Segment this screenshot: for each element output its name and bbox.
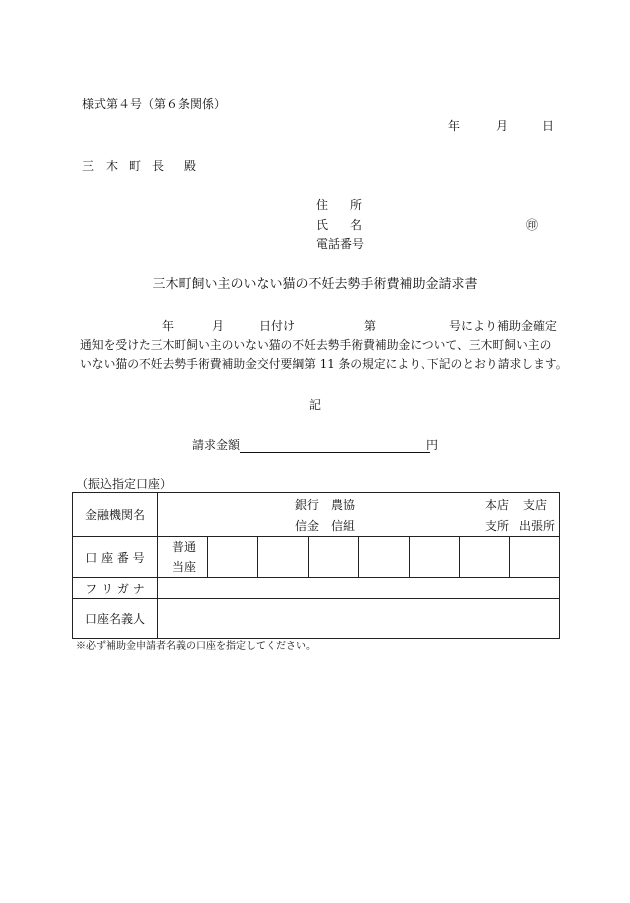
ki-heading: 記 [308,398,321,412]
branch-types-row2 [485,520,565,532]
furigana-field[interactable] [158,578,560,599]
body-dai: 第 [364,319,377,333]
institution-row [73,493,560,537]
addressee-char: 長 [152,159,165,173]
institution-label: 金融機関名 [73,493,158,537]
form-number: 様式第４号（第６条関係） [82,97,227,111]
account-holder-label: 口座名義人 [73,599,158,639]
addressee-char: 木 [106,159,119,173]
branch-types-row1 [485,499,565,511]
account-digit-box[interactable] [258,537,309,578]
branch-type: 支所 [485,519,510,533]
branch-type: 出張所 [519,519,556,533]
document-title: 三木町飼い主のいない猫の不妊去勢手術費補助金請求書 [152,277,478,292]
account-digit-box[interactable] [309,537,359,578]
branch-type: 本店 [485,498,510,512]
amount-underline [240,452,430,453]
account-type-current: 当座 [172,560,197,574]
body-year: 年 [162,319,175,333]
date-day-label: 日 [542,119,555,133]
furigana-row [73,578,560,599]
account-digit-box[interactable] [359,537,410,578]
body-line2: 通知を受けた三木町飼い主のいない猫の不妊去勢手術費補助金について、三木町飼い主の [80,338,552,352]
phone-label: 電話番号 [316,237,365,251]
bank-types-row2 [295,520,365,532]
account-holder-field[interactable] [158,599,560,639]
address-label-char: 所 [350,198,363,212]
amount-label: 請求金額 [192,438,241,452]
name-label-char: 氏 [316,218,329,232]
bank-types-row1 [295,499,365,511]
footnote: ※必ず補助金申請者名義の口座を指定してください。 [76,641,316,652]
account-type-ordinary: 普通 [172,540,197,554]
branch-type: 支店 [523,498,548,512]
date-month-label: 月 [496,119,509,133]
account-digit-box[interactable] [410,537,460,578]
addressee-char: 三 [82,159,95,173]
institution-field[interactable] [158,493,560,537]
body-line1-rest: 号により補助金確定 [449,319,558,333]
bank-type: 信金 [295,519,320,533]
body-month: 月 [212,319,225,333]
account-type-field[interactable] [158,537,208,578]
body-line3: いない猫の不妊去勢手術費補助金交付要綱第 11 条の規定により､下記のとおり請求します。 [80,357,568,371]
account-digit-box[interactable] [510,537,560,578]
yen-unit: 円 [426,438,439,452]
account-digit-box[interactable] [460,537,510,578]
body-dated: 日付け [259,319,296,333]
account-number-row [73,537,560,578]
transfer-caption: （振込指定口座） [76,477,173,491]
addressee-char: 町 [129,159,142,173]
account-digit-box[interactable] [208,537,258,578]
bank-type: 銀行 [295,498,320,512]
bank-account-table [72,492,560,639]
bank-type: 農協 [331,498,356,512]
addressee-char: 殿 [184,159,197,173]
furigana-label: フ リ ガ ナ [73,578,158,599]
date-year-label: 年 [448,119,461,133]
account-holder-row [73,599,560,639]
account-number-label: 口 座 番 号 [73,537,158,578]
name-label-char: 名 [350,218,363,232]
bank-type: 信組 [331,519,356,533]
seal-mark: ㊞ [526,218,539,232]
address-label-char: 住 [316,198,329,212]
